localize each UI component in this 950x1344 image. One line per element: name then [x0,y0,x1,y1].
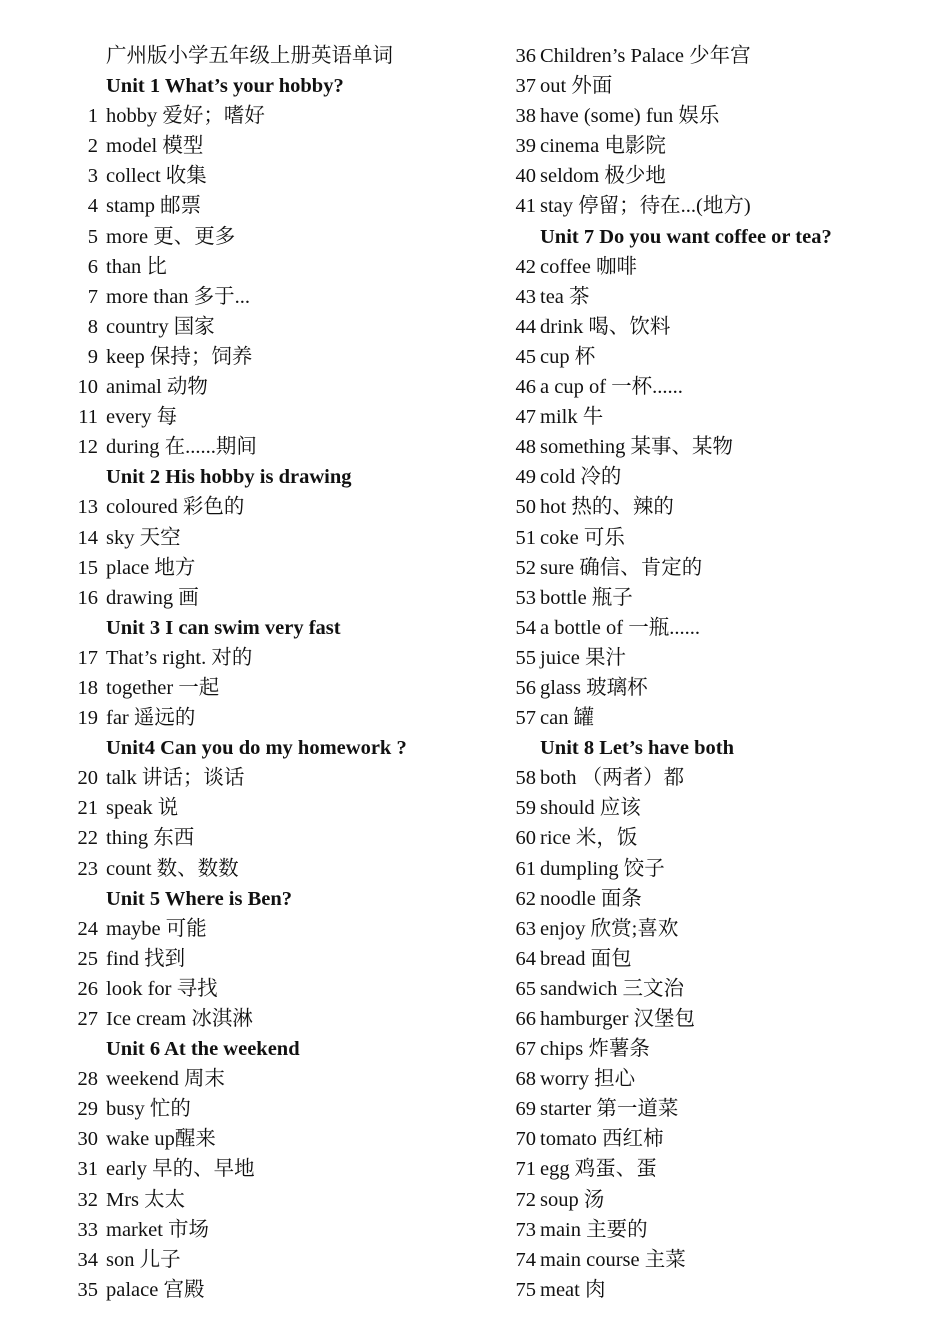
vocab-number: 66 [515,1008,536,1030]
vocab-entry [470,974,940,1004]
vocab-word: maybe 可能 [106,917,207,940]
vocab-number: 30 [77,1128,98,1151]
vocab-number: 67 [515,1038,536,1061]
vocab-entry [0,583,470,613]
vocab-entry [0,222,470,252]
vocab-number: 46 [515,376,536,399]
vocab-number: 23 [77,857,98,880]
vocab-number: 42 [515,255,536,278]
vocab-entry [470,944,940,974]
vocab-number: 12 [77,436,98,459]
vocab-number: 16 [77,586,98,609]
vocab-entry [470,643,940,673]
vocab-number: 68 [515,1068,536,1091]
vocab-number: 49 [515,466,536,489]
vocab-entry [470,282,940,312]
vocab-entry [470,583,940,613]
vocab-entry [470,673,940,703]
vocab-number: 17 [77,646,98,669]
vocab-number: 50 [515,496,536,519]
vocab-entry [470,703,940,733]
vocab-number: 20 [77,767,98,790]
vocab-entry [0,553,470,583]
vocab-number: 10 [77,376,98,399]
vocab-entry [470,462,940,492]
vocab-word: during 在......期间 [106,436,257,459]
vocab-word: glass 玻璃杯 [540,676,648,699]
right-column [470,41,940,1305]
page-title [0,41,470,71]
vocab-number: 15 [77,556,98,579]
vocab-word: should 应该 [540,797,641,820]
vocab-word: together 一起 [106,676,220,699]
vocab-word: soup 汤 [540,1188,605,1211]
unit-heading-text: Unit 1 What’s your hobby? [106,75,344,98]
vocab-entry [470,312,940,342]
vocab-word: sandwich 三文治 [540,977,685,1000]
vocab-word: a cup of 一杯...... [540,376,683,399]
vocab-word: juice 果汁 [540,646,626,669]
vocab-entry [470,553,940,583]
vocab-entry [0,1094,470,1124]
left-column [0,41,470,1305]
vocab-number: 27 [77,1008,98,1030]
vocab-entry [0,1004,470,1034]
vocab-number: 62 [515,887,536,910]
page-title-text: 广州版小学五年级上册英语单词 [106,45,393,67]
vocab-word: hot 热的、辣的 [540,496,674,519]
vocab-word: drink 喝、饮料 [540,315,671,338]
vocab-word: Children’s Palace 少年宫 [540,45,751,67]
vocab-entry [470,1094,940,1124]
vocab-entry [470,71,940,101]
vocab-number: 56 [515,676,536,699]
vocab-word: drawing 画 [106,586,199,609]
vocab-word: collect 收集 [106,165,207,188]
vocab-number: 19 [77,707,98,730]
vocab-number: 58 [515,767,536,790]
vocab-word: seldom 极少地 [540,165,666,188]
unit-heading-text: Unit 7 Do you want coffee or tea? [540,225,832,248]
vocab-word: son 儿子 [106,1248,181,1271]
vocab-word: model 模型 [106,135,204,158]
vocab-number: 14 [77,526,98,549]
vocab-word: Mrs 太太 [106,1188,186,1211]
vocab-number: 55 [515,646,536,669]
vocab-number: 53 [515,586,536,609]
vocab-word: cup 杯 [540,345,596,368]
vocab-word: than 比 [106,255,167,278]
vocab-word: something 某事、某物 [540,436,734,459]
vocab-entry [0,944,470,974]
vocab-word: chips 炸薯条 [540,1038,650,1061]
vocab-number: 18 [77,676,98,699]
unit-heading-text: Unit 8 Let’s have both [540,737,734,760]
vocab-number: 71 [515,1158,536,1181]
vocab-number: 48 [515,436,536,459]
vocab-word: can 罐 [540,707,595,730]
vocab-entry [470,613,940,643]
vocab-word: palace 宫殿 [106,1278,205,1301]
vocab-entry [470,914,940,944]
vocab-entry [0,763,470,793]
unit-heading [0,71,470,101]
vocab-entry [0,282,470,312]
vocab-number: 35 [77,1278,98,1301]
vocab-entry [470,492,940,522]
vocab-word: Ice cream 冰淇淋 [106,1008,253,1030]
vocab-word: coloured 彩色的 [106,496,245,519]
vocab-number: 31 [77,1158,98,1181]
vocab-entry [0,673,470,703]
vocab-word: talk 讲话；谈话 [106,767,245,790]
vocab-entry [470,161,940,191]
vocab-number: 28 [77,1068,98,1091]
vocab-entry [0,703,470,733]
vocab-number: 51 [515,526,536,549]
vocab-entry [470,884,940,914]
vocab-number: 60 [515,827,536,850]
vocab-word: sure 确信、肯定的 [540,556,703,579]
vocab-word: weekend 周末 [106,1068,225,1091]
vocab-number: 44 [515,315,536,338]
vocab-number: 38 [515,105,536,128]
vocab-entry [0,312,470,342]
vocab-entry [470,402,940,432]
vocab-number: 11 [78,406,98,429]
vocab-word: meat 肉 [540,1278,606,1301]
vocab-entry [470,1215,940,1245]
vocab-word: main 主要的 [540,1218,648,1241]
vocab-entry [0,854,470,884]
vocab-word: every 每 [106,406,178,429]
vocab-word: sky 天空 [106,526,181,549]
vocab-entry [470,432,940,462]
vocab-number: 34 [77,1248,98,1271]
vocab-entry [470,823,940,853]
vocab-word: out 外面 [540,75,613,98]
vocab-entry [470,1154,940,1184]
vocab-number: 36 [515,45,536,67]
vocab-entry [470,342,940,372]
vocab-entry [0,252,470,282]
vocab-number: 9 [87,345,98,368]
vocab-number: 5 [87,225,98,248]
vocab-word: thing 东西 [106,827,195,850]
vocab-entry [470,191,940,221]
vocab-number: 33 [77,1218,98,1241]
vocab-entry [470,101,940,131]
vocab-entry [470,252,940,282]
vocab-word: cinema 电影院 [540,135,666,158]
vocab-word: egg 鸡蛋、蛋 [540,1158,657,1181]
vocab-number: 75 [515,1278,536,1301]
vocab-word: main course 主菜 [540,1248,686,1271]
vocab-word: speak 说 [106,797,179,820]
vocab-word: wake up醒来 [106,1128,216,1151]
vocab-entry [470,1064,940,1094]
unit-heading [470,222,940,252]
vocab-number: 57 [515,707,536,730]
vocab-word: keep 保持；饲养 [106,345,253,368]
vocab-entry [470,793,940,823]
vocab-number: 59 [515,797,536,820]
vocab-word: busy 忙的 [106,1098,191,1121]
vocab-word: cold 冷的 [540,466,622,489]
vocab-number: 32 [77,1188,98,1211]
vocab-number: 7 [87,285,98,308]
vocab-entry [0,432,470,462]
vocab-number: 22 [77,827,98,850]
vocab-entry [470,763,940,793]
vocab-entry [470,41,940,71]
vocab-word: tomato 西红柿 [540,1128,664,1151]
vocab-entry [0,1064,470,1094]
vocab-word: worry 担心 [540,1068,636,1091]
vocab-number: 37 [515,75,536,98]
vocab-number: 1 [87,105,98,128]
vocab-word: bread 面包 [540,947,632,970]
vocab-number: 40 [515,165,536,188]
vocab-number: 26 [77,977,98,1000]
vocab-number: 63 [515,917,536,940]
vocab-number: 6 [87,255,98,278]
vocab-word: country 国家 [106,315,215,338]
vocab-word: a bottle of 一瓶...... [540,616,700,639]
vocab-word: noodle 面条 [540,887,642,910]
vocab-number: 13 [77,496,98,519]
vocab-word: look for 寻找 [106,977,218,1000]
vocab-entry [0,402,470,432]
vocab-entry [0,1154,470,1184]
vocab-number: 24 [77,917,98,940]
vocab-number: 65 [515,977,536,1000]
vocab-number: 47 [515,406,536,429]
vocab-word: starter 第一道菜 [540,1098,679,1121]
vocab-word: market 市场 [106,1218,210,1241]
vocab-entry [0,643,470,673]
unit-heading-text: Unit 3 I can swim very fast [106,616,341,639]
vocab-entry [0,1275,470,1305]
vocab-word: more 更、更多 [106,225,236,248]
vocab-word: dumpling 饺子 [540,857,665,880]
vocab-entry [0,101,470,131]
vocab-word: count 数、数数 [106,857,239,880]
vocab-entry [0,914,470,944]
vocab-entry [0,1185,470,1215]
vocab-entry [0,191,470,221]
vocab-number: 43 [515,285,536,308]
vocab-word: bottle 瓶子 [540,586,633,609]
vocab-word: animal 动物 [106,376,208,399]
vocab-entry [470,523,940,553]
vocab-word: early 早的、早地 [106,1158,255,1181]
unit-heading-text: Unit 5 Where is Ben? [106,887,293,910]
unit-heading-text: Unit 6 At the weekend [106,1038,300,1061]
vocab-entry [470,1245,940,1275]
vocab-word: both （两者）都 [540,767,685,790]
vocab-number: 2 [87,135,98,158]
vocab-number: 45 [515,345,536,368]
vocab-word: find 找到 [106,947,186,970]
vocab-word: place 地方 [106,556,196,579]
vocab-entry [0,793,470,823]
vocab-number: 8 [87,315,98,338]
vocab-entry [470,1034,940,1064]
vocab-entry [0,1124,470,1154]
vocab-number: 64 [515,947,536,970]
vocab-word: coke 可乐 [540,526,625,549]
vocab-entry [0,523,470,553]
vocab-word: coffee 咖啡 [540,255,637,278]
vocab-number: 29 [77,1098,98,1121]
vocab-number: 4 [87,195,98,218]
vocab-word: far 遥远的 [106,707,196,730]
vocab-number: 54 [515,616,536,639]
vocab-number: 73 [515,1218,536,1241]
vocab-number: 25 [77,947,98,970]
vocab-word: hobby 爱好；嗜好 [106,105,265,128]
unit-heading [0,884,470,914]
unit-heading-text: Unit 2 His hobby is drawing [106,466,352,489]
vocab-word: milk 牛 [540,406,604,429]
vocab-entry [0,131,470,161]
vocab-entry [470,372,940,402]
vocab-word: rice 米，饭 [540,827,638,850]
vocab-number: 70 [515,1128,536,1151]
vocab-word: have (some) fun 娱乐 [540,105,720,128]
unit-heading-text: Unit4 Can you do my homework ? [106,737,407,760]
vocab-number: 3 [87,165,98,188]
vocab-number: 52 [515,556,536,579]
unit-heading [470,733,940,763]
vocab-entry [0,372,470,402]
vocab-number: 61 [515,857,536,880]
vocab-entry [0,1245,470,1275]
unit-heading [0,1034,470,1064]
unit-heading [0,613,470,643]
vocab-entry [470,854,940,884]
vocab-entry [0,974,470,1004]
vocab-word: stamp 邮票 [106,195,202,218]
vocab-word: more than 多于... [106,285,251,308]
vocab-entry [470,1004,940,1034]
vocab-entry [0,342,470,372]
vocab-number: 72 [515,1188,536,1211]
vocab-number: 74 [515,1248,536,1271]
vocab-entry [470,1185,940,1215]
vocab-word: That’s right. 对的 [106,646,253,669]
vocab-entry [470,1124,940,1154]
vocab-entry [470,131,940,161]
vocab-number: 41 [515,195,536,218]
unit-heading [0,733,470,763]
vocab-entry [0,492,470,522]
vocab-entry [0,823,470,853]
unit-heading [0,462,470,492]
vocab-word: tea 茶 [540,285,590,308]
vocab-entry [0,1215,470,1245]
vocab-entry [470,1275,940,1305]
vocab-number: 21 [77,797,98,820]
vocab-entry [0,161,470,191]
vocab-word: hamburger 汉堡包 [540,1008,696,1030]
vocab-number: 69 [515,1098,536,1121]
vocab-number: 39 [515,135,536,158]
vocab-word: enjoy 欣赏;喜欢 [540,917,679,940]
vocab-word: stay 停留；待在...(地方) [540,195,751,218]
